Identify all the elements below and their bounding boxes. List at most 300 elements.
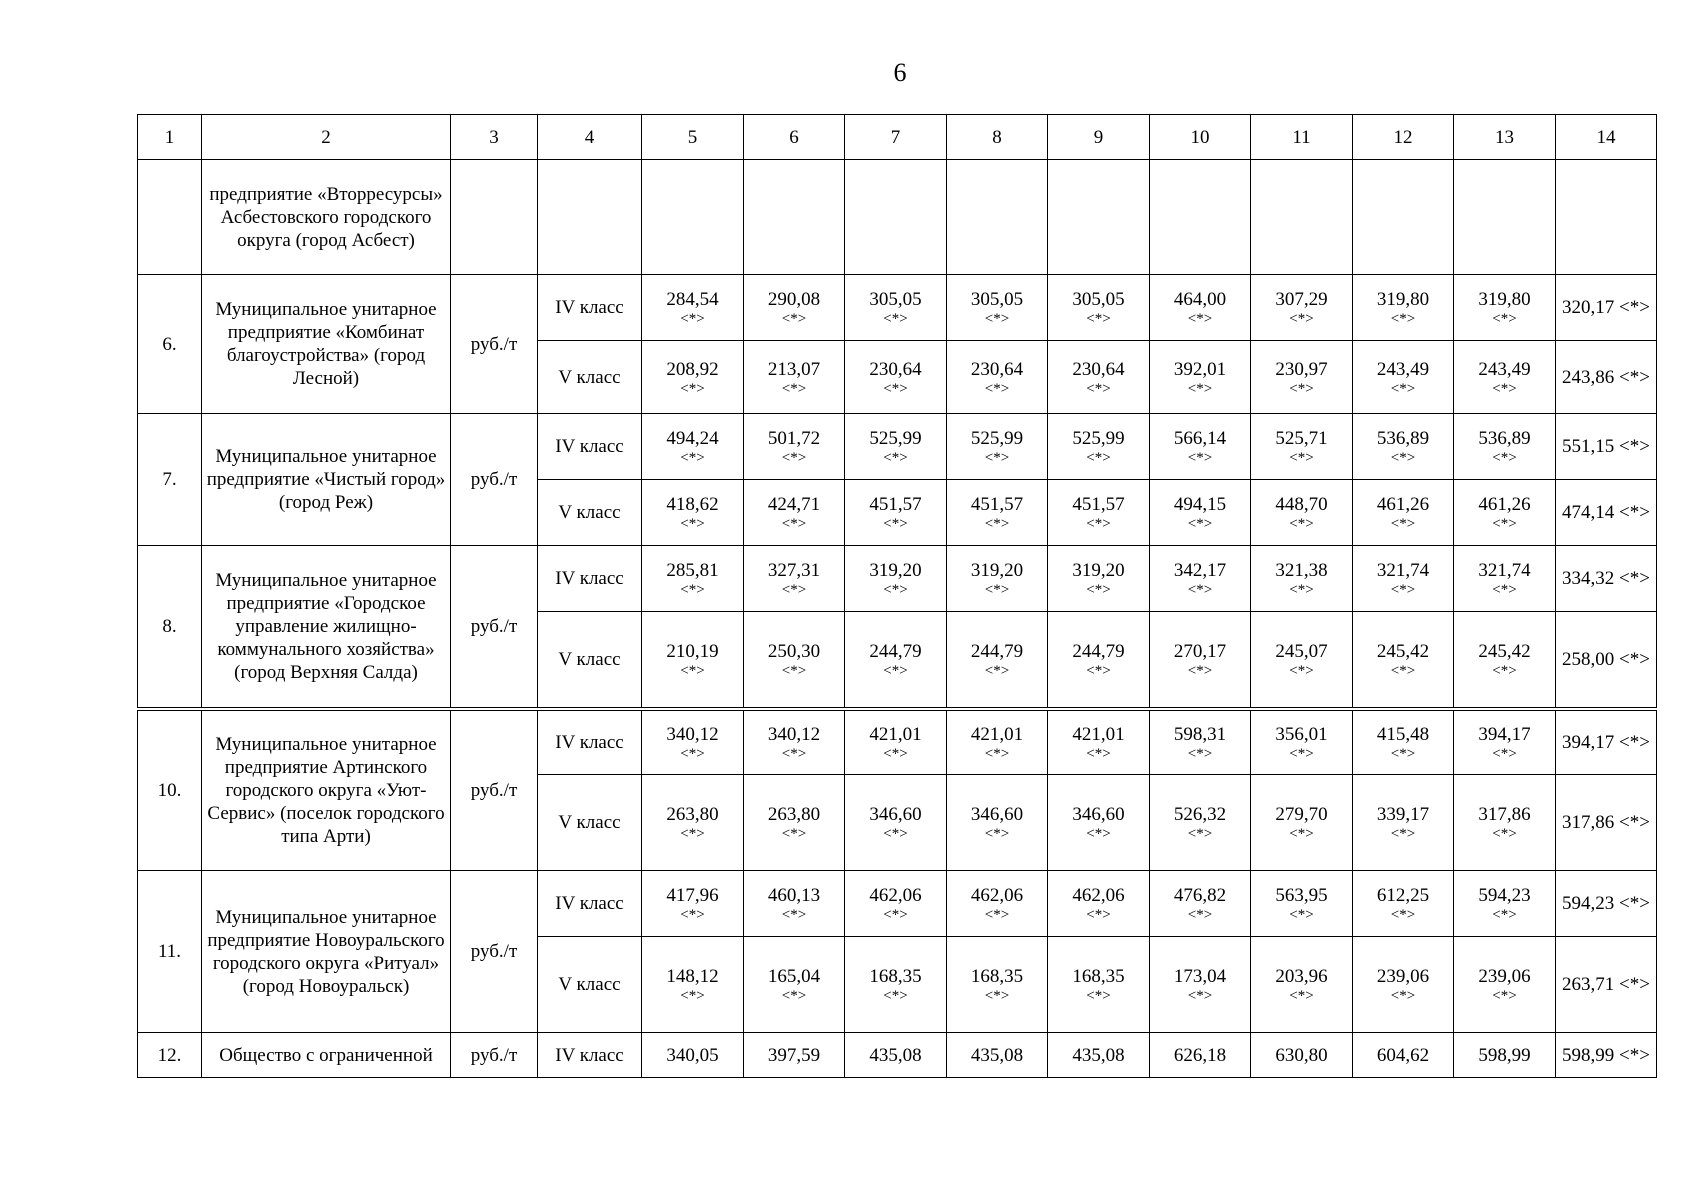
tariff-value: 340,12 — [666, 723, 719, 745]
tariff-value-cell — [642, 546, 744, 612]
tariff-value: 417,96 — [666, 885, 719, 906]
tariff-value-cell — [642, 871, 744, 937]
column-header: 3 — [451, 115, 538, 160]
hazard-class: IV класс — [538, 546, 642, 612]
footnote-mark: <*> — [1492, 826, 1517, 842]
footnote-mark: <*> — [1390, 450, 1416, 466]
tariff-value-final: 320,17 <*> — [1556, 275, 1657, 341]
footnote-mark: <*> — [1086, 311, 1111, 327]
tariff-value: 230,97 — [1275, 358, 1328, 380]
tariff-value: 397,59 — [767, 1044, 821, 1066]
tariff-value: 321,38 — [1275, 560, 1328, 581]
tariff-value-cell — [1353, 709, 1454, 775]
row-number: 12. — [138, 1033, 202, 1078]
tariff-value: 460,13 — [767, 885, 821, 906]
tariff-value: 494,24 — [666, 428, 719, 449]
tariff-value: 604,62 — [1376, 1044, 1430, 1066]
footnote-mark: <*> — [1289, 516, 1314, 532]
footnote-mark: <*> — [680, 380, 705, 397]
tariff-value-cell — [845, 612, 947, 709]
tariff-value-cell — [744, 275, 845, 341]
footnote-mark: <*> — [1390, 582, 1416, 598]
tariff-value: 305,05 — [1072, 289, 1125, 310]
tariff-value: 239,06 — [1478, 966, 1531, 987]
tariff-value-cell — [642, 414, 744, 480]
hazard-class: V класс — [538, 480, 642, 546]
tariff-value: 285,81 — [666, 560, 719, 581]
tariff-value-final: 317,86 <*> — [1556, 775, 1657, 871]
tariff-value: 319,20 — [869, 560, 922, 581]
footnote-mark: <*> — [1187, 516, 1213, 532]
tariff-value: 435,08 — [1072, 1044, 1125, 1066]
footnote-mark: <*> — [1289, 380, 1314, 397]
hazard-class: V класс — [538, 341, 642, 414]
footnote-mark: <*> — [984, 450, 1010, 466]
table-row — [138, 1033, 1657, 1078]
footnote-mark: <*> — [1390, 988, 1416, 1004]
footnote-mark: <*> — [984, 516, 1010, 532]
tariff-value-cell — [947, 341, 1048, 414]
tariff-value: 392,01 — [1173, 358, 1227, 380]
tariff-value: 270,17 — [1173, 640, 1227, 662]
tariff-value: 435,08 — [970, 1044, 1024, 1066]
tariff-value: 284,54 — [666, 289, 719, 310]
tariff-value: 462,06 — [970, 885, 1024, 906]
hazard-class: IV класс — [538, 1033, 642, 1078]
footnote-mark: <*> — [1289, 582, 1314, 598]
tariff-value-cell — [1454, 414, 1556, 480]
footnote-mark: <*> — [1187, 662, 1213, 679]
footnote-mark: <*> — [1289, 450, 1314, 466]
tariff-value-cell — [744, 709, 845, 775]
tariff-value-cell — [642, 612, 744, 709]
table-row — [138, 709, 1657, 775]
row-number: 11. — [138, 871, 202, 1033]
tariff-value-cell — [1454, 709, 1556, 775]
tariff-value-cell — [642, 709, 744, 775]
tariff-value-cell — [642, 937, 744, 1033]
tariff-value: 230,64 — [970, 358, 1024, 380]
tariff-value-cell — [1353, 275, 1454, 341]
footnote-mark: <*> — [1086, 516, 1111, 532]
tariff-value: 168,35 — [970, 966, 1024, 987]
tariff-value-cell — [845, 871, 947, 937]
tariff-value: 208,92 — [666, 358, 719, 380]
tariff-value: 525,71 — [1275, 428, 1328, 449]
tariff-value-cell — [1454, 341, 1556, 414]
tariff-value: 612,25 — [1376, 885, 1430, 906]
tariff-value: 476,82 — [1173, 885, 1227, 906]
tariff-value-cell — [845, 1033, 947, 1078]
footnote-mark: <*> — [984, 662, 1010, 679]
tariff-value-cell — [1150, 871, 1251, 937]
column-header: 8 — [947, 115, 1048, 160]
footnote-mark: <*> — [680, 826, 705, 842]
footnote-mark: <*> — [883, 826, 908, 842]
footnote-mark: <*> — [1289, 826, 1314, 842]
tariff-value: 245,07 — [1275, 640, 1328, 662]
tariff-value: 394,17 — [1478, 723, 1531, 745]
tariff-value-cell — [1353, 871, 1454, 937]
tariff-value: 321,74 — [1376, 560, 1430, 581]
footnote-mark: <*> — [1187, 582, 1213, 598]
footnote-mark: <*> — [1187, 988, 1213, 1004]
tariff-value: 424,71 — [767, 494, 821, 515]
tariff-value: 317,86 — [1478, 804, 1531, 825]
tariff-value-cell — [845, 937, 947, 1033]
tariff-value-cell — [1353, 480, 1454, 546]
tariff-value: 598,31 — [1173, 723, 1227, 745]
footnote-mark: <*> — [1187, 450, 1213, 466]
tariff-value-cell — [1048, 1033, 1150, 1078]
tariff-value: 230,64 — [869, 358, 922, 380]
enterprise-name: предприятие «Вторресурсы» Асбестовского городского округа (город Асбест) — [202, 160, 451, 275]
tariff-value-cell — [1150, 275, 1251, 341]
tariff-value: 462,06 — [869, 885, 922, 906]
column-header: 14 — [1556, 115, 1657, 160]
column-header: 11 — [1251, 115, 1353, 160]
footnote-mark: <*> — [781, 582, 807, 598]
tariff-value-cell — [1251, 612, 1353, 709]
tariff-value-cell — [845, 775, 947, 871]
tariff-value-final: 594,23 <*> — [1556, 871, 1657, 937]
tariff-value: 339,17 — [1376, 804, 1430, 825]
footnote-mark: <*> — [1492, 380, 1517, 397]
tariff-value: 451,57 — [869, 494, 922, 515]
tariff-value-final: 474,14 <*> — [1556, 480, 1657, 546]
tariff-value: 536,89 — [1376, 428, 1430, 449]
enterprise-name: Общество с ограниченной — [202, 1033, 451, 1078]
footnote-mark: <*> — [1492, 582, 1517, 598]
tariff-value-cell — [1353, 546, 1454, 612]
footnote-mark: <*> — [781, 380, 807, 397]
tariff-value: 263,80 — [666, 804, 719, 825]
tariff-value-cell — [1251, 775, 1353, 871]
footnote-mark: <*> — [883, 582, 908, 598]
footnote-mark: <*> — [1086, 450, 1111, 466]
tariff-value-final: 263,71 <*> — [1556, 937, 1657, 1033]
tariff-value: 305,05 — [869, 289, 922, 310]
tariff-value: 263,80 — [767, 804, 821, 825]
tariff-value-cell — [744, 341, 845, 414]
tariff-value-cell — [947, 1033, 1048, 1078]
enterprise-name: Муниципальное унитарное предприятие «Городское управление жилищно-коммунального хозяйства» (город Верхняя Салда) — [202, 546, 451, 709]
table-row — [138, 275, 1657, 341]
footnote-mark: <*> — [1390, 311, 1416, 327]
hazard-class: IV класс — [538, 709, 642, 775]
tariff-value-cell — [1251, 414, 1353, 480]
footnote-mark: <*> — [1086, 582, 1111, 598]
tariff-value: 245,42 — [1478, 640, 1531, 662]
tariff-value: 598,99 — [1478, 1044, 1531, 1066]
tariff-value: 319,20 — [970, 560, 1024, 581]
tariff-value: 321,74 — [1478, 560, 1531, 581]
tariff-value-cell — [1454, 937, 1556, 1033]
column-header: 13 — [1454, 115, 1556, 160]
tariff-value-cell — [1150, 612, 1251, 709]
tariff-table — [137, 114, 1657, 1078]
footnote-mark: <*> — [883, 380, 908, 397]
tariff-value: 448,70 — [1275, 494, 1328, 515]
tariff-value-cell — [1251, 546, 1353, 612]
tariff-value-cell — [1150, 709, 1251, 775]
table-row — [138, 546, 1657, 612]
tariff-value-cell — [1048, 612, 1150, 709]
footnote-mark: <*> — [781, 907, 807, 923]
footnote-mark: <*> — [883, 450, 908, 466]
footnote-mark: <*> — [1187, 380, 1213, 397]
tariff-value-cell — [1048, 341, 1150, 414]
footnote-mark: <*> — [883, 662, 908, 679]
tariff-value-cell — [744, 775, 845, 871]
tariff-value: 346,60 — [1072, 804, 1125, 825]
tariff-value-cell — [1048, 275, 1150, 341]
tariff-value-cell — [744, 937, 845, 1033]
tariff-value-cell — [1048, 709, 1150, 775]
tariff-value: 415,48 — [1376, 723, 1430, 745]
tariff-value-cell — [1150, 480, 1251, 546]
tariff-value: 461,26 — [1478, 494, 1531, 515]
footnote-mark: <*> — [1492, 907, 1517, 923]
footnote-mark: <*> — [1492, 516, 1517, 532]
tariff-value: 421,01 — [869, 723, 922, 745]
footnote-mark: <*> — [1390, 745, 1416, 762]
tariff-value: 536,89 — [1478, 428, 1531, 449]
tariff-value-cell — [947, 275, 1048, 341]
tariff-value-cell — [1251, 871, 1353, 937]
footnote-mark: <*> — [781, 662, 807, 679]
tariff-value-cell — [1454, 480, 1556, 546]
tariff-value: 525,99 — [869, 428, 922, 449]
footnote-mark: <*> — [1390, 907, 1416, 923]
footnote-mark: <*> — [1289, 907, 1314, 923]
tariff-value-cell — [1150, 1033, 1251, 1078]
column-header: 2 — [202, 115, 451, 160]
tariff-value-cell — [642, 480, 744, 546]
tariff-value-cell — [642, 341, 744, 414]
unit-cell: руб./т — [451, 871, 538, 1033]
tariff-value-cell — [1353, 341, 1454, 414]
tariff-value-cell — [947, 775, 1048, 871]
footnote-mark: <*> — [984, 380, 1010, 397]
footnote-mark: <*> — [1289, 988, 1314, 1004]
unit-cell: руб./т — [451, 709, 538, 871]
unit-cell: руб./т — [451, 546, 538, 709]
footnote-mark: <*> — [781, 516, 807, 532]
tariff-value-cell — [947, 546, 1048, 612]
column-header: 12 — [1353, 115, 1454, 160]
footnote-mark: <*> — [1187, 311, 1213, 327]
tariff-value-cell — [1251, 275, 1353, 341]
footnote-mark: <*> — [984, 745, 1010, 762]
tariff-value: 173,04 — [1173, 966, 1227, 987]
tariff-value: 626,18 — [1173, 1044, 1227, 1066]
tariff-value-cell — [1353, 612, 1454, 709]
tariff-value: 305,05 — [970, 289, 1024, 310]
tariff-value-cell — [1150, 414, 1251, 480]
unit-cell: руб./т — [451, 1033, 538, 1078]
tariff-value: 501,72 — [767, 428, 821, 449]
column-header: 10 — [1150, 115, 1251, 160]
tariff-value-cell — [744, 1033, 845, 1078]
tariff-value-cell — [1150, 546, 1251, 612]
tariff-value-cell — [1150, 937, 1251, 1033]
footnote-mark: <*> — [1390, 826, 1416, 842]
footnote-mark: <*> — [1289, 311, 1314, 327]
footnote-mark: <*> — [1086, 907, 1111, 923]
row-number: 6. — [138, 275, 202, 414]
hazard-class: V класс — [538, 612, 642, 709]
row-number: 10. — [138, 709, 202, 871]
footnote-mark: <*> — [1187, 826, 1213, 842]
tariff-value: 451,57 — [1072, 494, 1125, 515]
tariff-value: 356,01 — [1275, 723, 1328, 745]
footnote-mark: <*> — [1086, 988, 1111, 1004]
tariff-value-cell — [744, 480, 845, 546]
tariff-value: 245,42 — [1376, 640, 1430, 662]
footnote-mark: <*> — [1390, 516, 1416, 532]
footnote-mark: <*> — [680, 907, 705, 923]
tariff-value-cell — [1251, 709, 1353, 775]
tariff-value-final: 258,00 <*> — [1556, 612, 1657, 709]
tariff-value: 494,15 — [1173, 494, 1227, 515]
tariff-value-cell — [1048, 937, 1150, 1033]
tariff-value: 563,95 — [1275, 885, 1328, 906]
tariff-value-cell — [1048, 775, 1150, 871]
footnote-mark: <*> — [883, 745, 908, 762]
footnote-mark: <*> — [680, 582, 705, 598]
tariff-value-cell — [1048, 871, 1150, 937]
unit-cell: руб./т — [451, 414, 538, 546]
tariff-value: 168,35 — [869, 966, 922, 987]
tariff-value: 239,06 — [1376, 966, 1430, 987]
row-number-cell — [138, 160, 202, 275]
footnote-mark: <*> — [680, 745, 705, 762]
tariff-value: 461,26 — [1376, 494, 1430, 515]
footnote-mark: <*> — [984, 826, 1010, 842]
tariff-value-cell — [1048, 480, 1150, 546]
tariff-value-cell — [1150, 775, 1251, 871]
tariff-value-cell — [845, 546, 947, 612]
tariff-value: 525,99 — [1072, 428, 1125, 449]
tariff-value: 346,60 — [869, 804, 922, 825]
tariff-value: 250,30 — [767, 640, 821, 662]
footnote-mark: <*> — [680, 516, 705, 532]
tariff-value-cell — [744, 546, 845, 612]
tariff-value: 243,49 — [1376, 358, 1430, 380]
footnote-mark: <*> — [883, 311, 908, 327]
tariff-value-final: 598,99 <*> — [1556, 1033, 1657, 1078]
enterprise-name: Муниципальное унитарное предприятие «Комбинат благоустройства» (город Лесной) — [202, 275, 451, 414]
tariff-value: 327,31 — [767, 560, 821, 581]
tariff-value: 451,57 — [970, 494, 1024, 515]
tariff-value-cell — [744, 871, 845, 937]
tariff-value: 290,08 — [767, 289, 821, 310]
tariff-value: 526,32 — [1173, 804, 1227, 825]
footnote-mark: <*> — [680, 450, 705, 466]
tariff-table-body — [138, 115, 1657, 1078]
tariff-value: 462,06 — [1072, 885, 1125, 906]
tariff-value: 630,80 — [1275, 1044, 1328, 1066]
tariff-value-cell — [845, 709, 947, 775]
footnote-mark: <*> — [984, 907, 1010, 923]
footnote-mark: <*> — [1492, 311, 1517, 327]
tariff-value-cell — [1454, 1033, 1556, 1078]
tariff-value: 279,70 — [1275, 804, 1328, 825]
tariff-value-final: 334,32 <*> — [1556, 546, 1657, 612]
footnote-mark: <*> — [1289, 662, 1314, 679]
footnote-mark: <*> — [883, 907, 908, 923]
tariff-value: 244,79 — [869, 640, 922, 662]
tariff-value: 464,00 — [1173, 289, 1227, 310]
footnote-mark: <*> — [1390, 380, 1416, 397]
tariff-value: 418,62 — [666, 494, 719, 515]
row-number: 7. — [138, 414, 202, 546]
footnote-mark: <*> — [781, 826, 807, 842]
footnote-mark: <*> — [1289, 745, 1314, 762]
row-number: 8. — [138, 546, 202, 709]
tariff-value: 244,79 — [970, 640, 1024, 662]
footnote-mark: <*> — [1187, 745, 1213, 762]
tariff-value: 319,20 — [1072, 560, 1125, 581]
table-row — [138, 871, 1657, 937]
tariff-value-cell — [845, 414, 947, 480]
tariff-value-final: 394,17 <*> — [1556, 709, 1657, 775]
tariff-value: 566,14 — [1173, 428, 1227, 449]
column-header: 9 — [1048, 115, 1150, 160]
tariff-value-cell — [845, 341, 947, 414]
column-header: 6 — [744, 115, 845, 160]
tariff-value-cell — [947, 414, 1048, 480]
footnote-mark: <*> — [781, 988, 807, 1004]
continuation-row — [138, 160, 1657, 275]
tariff-value: 230,64 — [1072, 358, 1125, 380]
hazard-class: IV класс — [538, 414, 642, 480]
tariff-value-cell — [1454, 612, 1556, 709]
footnote-mark: <*> — [1187, 907, 1213, 923]
footnote-mark: <*> — [1492, 745, 1517, 762]
tariff-value-cell — [947, 612, 1048, 709]
enterprise-name: Муниципальное унитарное предприятие Артинского городского округа «Уют-Сервис» (поселок городского типа Арти) — [202, 709, 451, 871]
hazard-class: IV класс — [538, 275, 642, 341]
tariff-value-cell — [1150, 341, 1251, 414]
hazard-class: V класс — [538, 937, 642, 1033]
tariff-value-cell — [947, 709, 1048, 775]
footnote-mark: <*> — [883, 988, 908, 1004]
column-header: 1 — [138, 115, 202, 160]
tariff-value-cell — [1353, 775, 1454, 871]
tariff-value: 319,80 — [1376, 289, 1430, 310]
tariff-value: 421,01 — [970, 723, 1024, 745]
enterprise-name: Муниципальное унитарное предприятие «Чистый город» (город Реж) — [202, 414, 451, 546]
tariff-value: 307,29 — [1275, 289, 1328, 310]
footnote-mark: <*> — [984, 988, 1010, 1004]
tariff-value: 421,01 — [1072, 723, 1125, 745]
tariff-value: 203,96 — [1275, 966, 1328, 987]
tariff-value-cell — [744, 612, 845, 709]
tariff-value: 342,17 — [1173, 560, 1227, 581]
tariff-value-cell — [1454, 275, 1556, 341]
footnote-mark: <*> — [1086, 662, 1111, 679]
footnote-mark: <*> — [984, 311, 1010, 327]
column-header: 5 — [642, 115, 744, 160]
footnote-mark: <*> — [1492, 988, 1517, 1004]
tariff-value-cell — [1251, 341, 1353, 414]
tariff-value-cell — [947, 480, 1048, 546]
tariff-value-cell — [1251, 480, 1353, 546]
tariff-value-cell — [1454, 775, 1556, 871]
tariff-value-cell — [1353, 1033, 1454, 1078]
